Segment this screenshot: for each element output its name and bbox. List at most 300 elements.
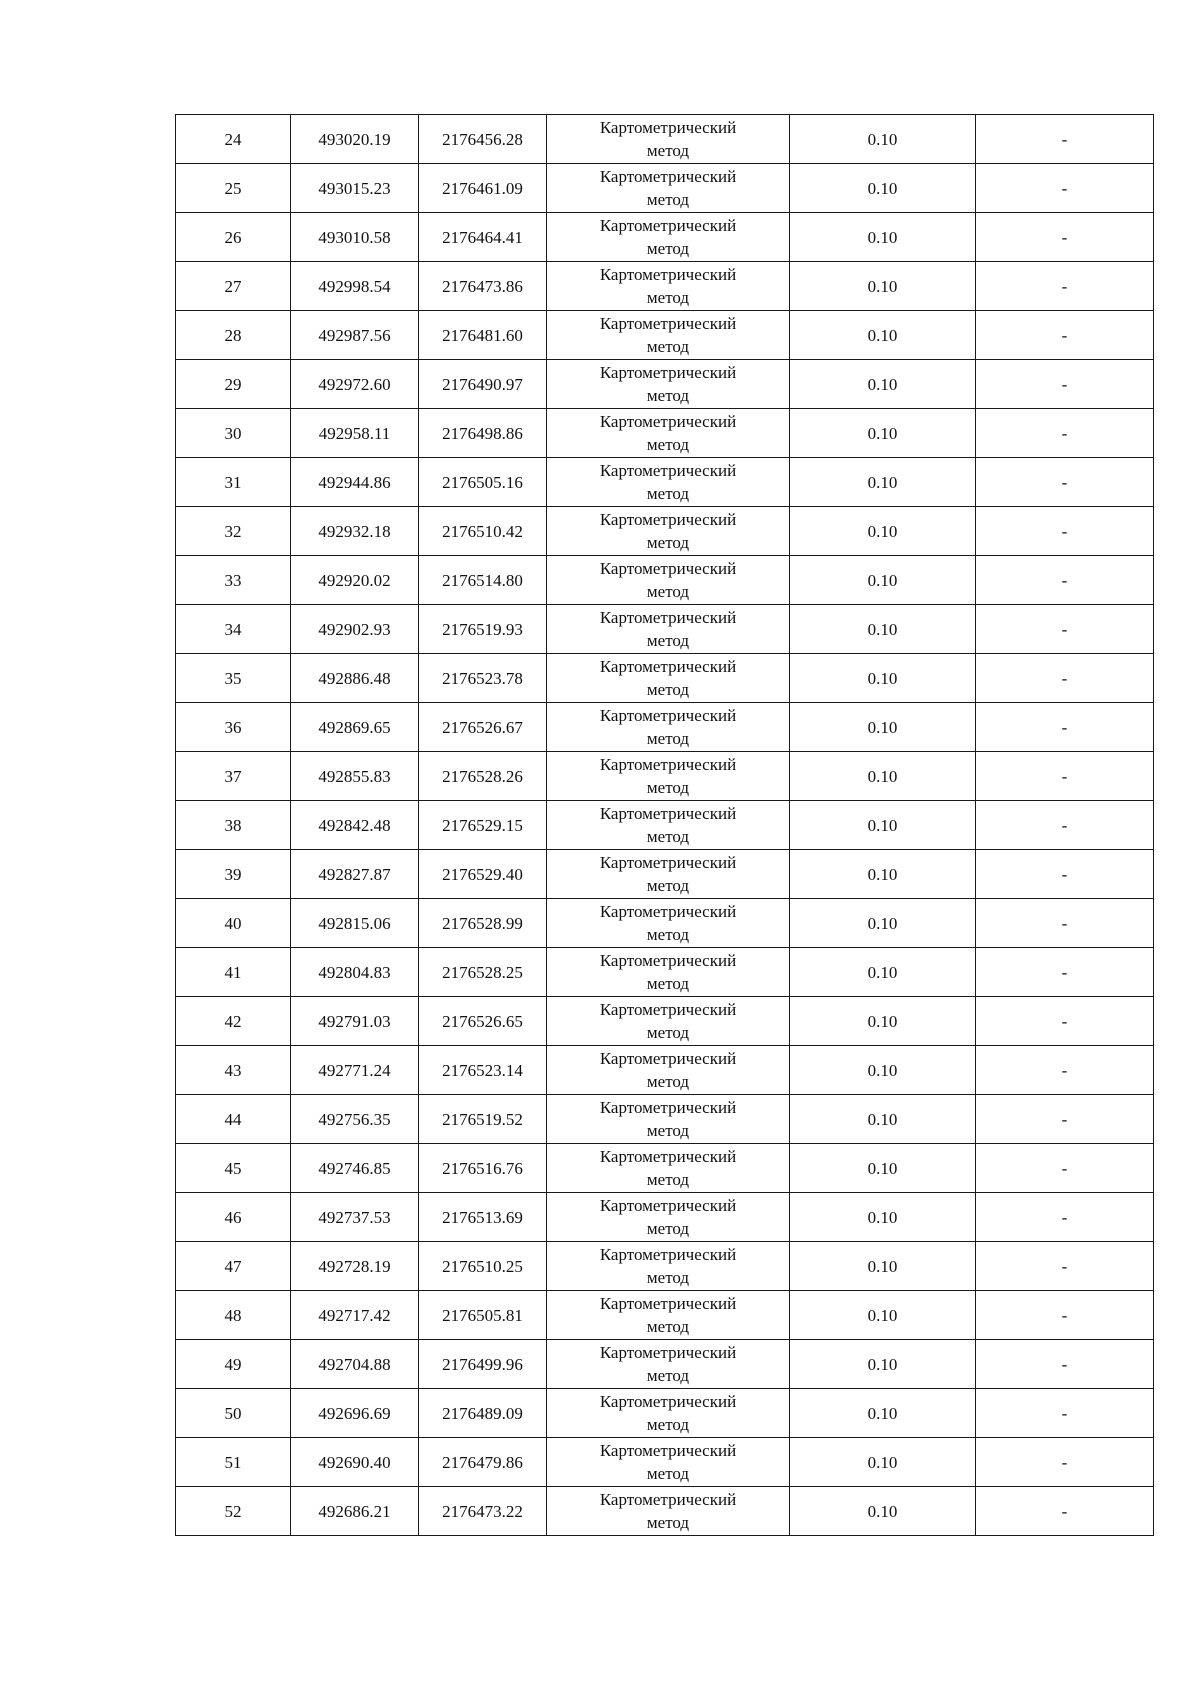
method-cell (547, 1438, 790, 1487)
method-cell (547, 164, 790, 213)
point-number-cell (176, 507, 291, 556)
method-cell (547, 899, 790, 948)
description-cell (976, 948, 1154, 997)
coordinate-x-cell (291, 556, 419, 605)
table-row (176, 703, 1154, 752)
point-number-text: 47 (224, 1256, 242, 1276)
point-number-cell (176, 703, 291, 752)
coordinate-y-cell (419, 1340, 547, 1389)
coordinates-table-body (176, 115, 1154, 1536)
point-number-text: 45 (224, 1158, 242, 1178)
description-text: - (1061, 178, 1068, 198)
description-text: - (1061, 1403, 1068, 1423)
coordinate-x-text: 492804.83 (318, 962, 391, 982)
accuracy-text: 0.10 (867, 570, 898, 590)
coordinate-y-cell (419, 1389, 547, 1438)
method-text: Картометрический метод (599, 657, 737, 699)
table-row (176, 1242, 1154, 1291)
method-text: Картометрический метод (599, 1490, 737, 1532)
point-number-text: 42 (224, 1011, 242, 1031)
method-text: Картометрический метод (599, 363, 737, 405)
method-cell (547, 115, 790, 164)
coordinate-x-cell (291, 654, 419, 703)
coordinate-x-text: 492815.06 (318, 913, 391, 933)
coordinate-y-text: 2176523.78 (442, 668, 523, 688)
method-cell (547, 1291, 790, 1340)
point-number-cell (176, 1438, 291, 1487)
coordinate-y-text: 2176529.40 (442, 864, 523, 884)
coordinate-x-cell (291, 752, 419, 801)
point-number-cell (176, 1144, 291, 1193)
coordinate-y-text: 2176526.65 (442, 1011, 523, 1031)
description-text: - (1061, 227, 1068, 247)
coordinate-y-cell (419, 850, 547, 899)
description-cell (976, 997, 1154, 1046)
table-row (176, 1291, 1154, 1340)
accuracy-text: 0.10 (867, 276, 898, 296)
method-text: Картометрический метод (599, 1098, 737, 1140)
coordinate-x-text: 493015.23 (318, 178, 391, 198)
coordinate-x-cell (291, 899, 419, 948)
coordinate-y-cell (419, 262, 547, 311)
accuracy-text: 0.10 (867, 1501, 898, 1521)
point-number-text: 24 (224, 129, 242, 149)
description-cell (976, 703, 1154, 752)
point-number-text: 29 (224, 374, 242, 394)
table-row (176, 507, 1154, 556)
description-cell (976, 360, 1154, 409)
description-cell (976, 311, 1154, 360)
coordinate-y-cell (419, 507, 547, 556)
accuracy-text: 0.10 (867, 619, 898, 639)
coordinate-y-text: 2176473.22 (442, 1501, 523, 1521)
accuracy-text: 0.10 (867, 1158, 898, 1178)
coordinate-y-cell (419, 654, 547, 703)
point-number-cell (176, 752, 291, 801)
accuracy-cell (790, 262, 976, 311)
description-text: - (1061, 423, 1068, 443)
coordinate-x-text: 492746.85 (318, 1158, 391, 1178)
accuracy-cell (790, 311, 976, 360)
coordinate-y-text: 2176505.16 (442, 472, 523, 492)
point-number-text: 27 (224, 276, 242, 296)
accuracy-cell (790, 1438, 976, 1487)
method-text: Картометрический метод (599, 559, 737, 601)
coordinate-y-text: 2176528.26 (442, 766, 523, 786)
point-number-text: 35 (224, 668, 242, 688)
accuracy-text: 0.10 (867, 1305, 898, 1325)
point-number-text: 39 (224, 864, 242, 884)
accuracy-text: 0.10 (867, 1011, 898, 1031)
coordinate-y-cell (419, 1438, 547, 1487)
description-cell (976, 213, 1154, 262)
accuracy-cell (790, 1340, 976, 1389)
accuracy-cell (790, 1193, 976, 1242)
coordinate-y-cell (419, 1242, 547, 1291)
table-row (176, 1487, 1154, 1536)
coordinate-x-cell (291, 1242, 419, 1291)
description-text: - (1061, 1011, 1068, 1031)
table-row (176, 850, 1154, 899)
method-cell (547, 948, 790, 997)
table-row (176, 213, 1154, 262)
method-cell (547, 262, 790, 311)
coordinate-y-text: 2176473.86 (442, 276, 523, 296)
table-row (176, 556, 1154, 605)
table-row (176, 262, 1154, 311)
point-number-text: 28 (224, 325, 242, 345)
description-cell (976, 262, 1154, 311)
coordinate-y-text: 2176526.67 (442, 717, 523, 737)
point-number-text: 48 (224, 1305, 242, 1325)
table-row (176, 1340, 1154, 1389)
coordinates-table (175, 114, 1154, 1536)
coordinate-x-cell (291, 213, 419, 262)
description-cell (976, 409, 1154, 458)
point-number-cell (176, 654, 291, 703)
description-text: - (1061, 1501, 1068, 1521)
method-cell (547, 556, 790, 605)
coordinate-x-text: 492932.18 (318, 521, 391, 541)
coordinate-y-text: 2176481.60 (442, 325, 523, 345)
coordinate-x-cell (291, 1095, 419, 1144)
accuracy-cell (790, 507, 976, 556)
accuracy-cell (790, 752, 976, 801)
point-number-cell (176, 262, 291, 311)
point-number-cell (176, 213, 291, 262)
accuracy-cell (790, 654, 976, 703)
coordinate-x-text: 492827.87 (318, 864, 391, 884)
table-row (176, 311, 1154, 360)
coordinate-x-text: 492944.86 (318, 472, 391, 492)
accuracy-text: 0.10 (867, 325, 898, 345)
description-text: - (1061, 1158, 1068, 1178)
table-row (176, 1193, 1154, 1242)
table-row (176, 409, 1154, 458)
description-text: - (1061, 864, 1068, 884)
point-number-cell (176, 1046, 291, 1095)
point-number-cell (176, 1291, 291, 1340)
description-text: - (1061, 325, 1068, 345)
description-cell (976, 654, 1154, 703)
coordinate-y-text: 2176498.86 (442, 423, 523, 443)
point-number-text: 41 (224, 962, 242, 982)
coordinate-y-text: 2176528.25 (442, 962, 523, 982)
method-cell (547, 1389, 790, 1438)
coordinate-y-cell (419, 801, 547, 850)
description-cell (976, 850, 1154, 899)
accuracy-text: 0.10 (867, 521, 898, 541)
coordinate-y-cell (419, 703, 547, 752)
description-cell (976, 458, 1154, 507)
coordinate-y-cell (419, 311, 547, 360)
coordinate-y-text: 2176514.80 (442, 570, 523, 590)
coordinate-y-cell (419, 948, 547, 997)
description-cell (976, 1389, 1154, 1438)
method-text: Картометрический метод (599, 314, 737, 356)
coordinate-x-text: 492869.65 (318, 717, 391, 737)
point-number-text: 26 (224, 227, 242, 247)
description-text: - (1061, 1452, 1068, 1472)
table-row (176, 1389, 1154, 1438)
coordinate-x-cell (291, 1193, 419, 1242)
coordinate-x-cell (291, 311, 419, 360)
point-number-text: 46 (224, 1207, 242, 1227)
accuracy-text: 0.10 (867, 913, 898, 933)
method-text: Картометрический метод (599, 951, 737, 993)
point-number-cell (176, 997, 291, 1046)
description-text: - (1061, 1109, 1068, 1129)
coordinate-y-text: 2176489.09 (442, 1403, 523, 1423)
description-cell (976, 1487, 1154, 1536)
coordinate-y-text: 2176461.09 (442, 178, 523, 198)
description-text: - (1061, 276, 1068, 296)
method-text: Картометрический метод (599, 461, 737, 503)
table-row (176, 1095, 1154, 1144)
point-number-cell (176, 1487, 291, 1536)
coordinate-x-text: 492972.60 (318, 374, 391, 394)
coordinate-x-text: 492704.88 (318, 1354, 391, 1374)
point-number-text: 43 (224, 1060, 242, 1080)
method-cell (547, 605, 790, 654)
method-text: Картометрический метод (599, 1343, 737, 1385)
coordinate-x-cell (291, 1389, 419, 1438)
accuracy-cell (790, 1046, 976, 1095)
coordinate-y-text: 2176519.52 (442, 1109, 523, 1129)
coordinate-y-cell (419, 556, 547, 605)
point-number-text: 37 (224, 766, 242, 786)
coordinate-x-text: 492902.93 (318, 619, 391, 639)
point-number-text: 52 (224, 1501, 242, 1521)
point-number-text: 31 (224, 472, 242, 492)
accuracy-text: 0.10 (867, 1207, 898, 1227)
coordinate-x-text: 492756.35 (318, 1109, 391, 1129)
method-text: Картометрический метод (599, 510, 737, 552)
description-cell (976, 556, 1154, 605)
point-number-cell (176, 409, 291, 458)
description-text: - (1061, 815, 1068, 835)
method-text: Картометрический метод (599, 1147, 737, 1189)
point-number-cell (176, 1242, 291, 1291)
accuracy-cell (790, 1291, 976, 1340)
coordinate-x-cell (291, 458, 419, 507)
point-number-text: 51 (224, 1452, 242, 1472)
table-row (176, 360, 1154, 409)
method-cell (547, 1046, 790, 1095)
accuracy-text: 0.10 (867, 1109, 898, 1129)
coordinate-y-text: 2176456.28 (442, 129, 523, 149)
method-cell (547, 507, 790, 556)
accuracy-text: 0.10 (867, 423, 898, 443)
coordinate-y-cell (419, 1487, 547, 1536)
accuracy-text: 0.10 (867, 766, 898, 786)
coordinate-x-cell (291, 262, 419, 311)
description-cell (976, 1291, 1154, 1340)
accuracy-cell (790, 556, 976, 605)
point-number-text: 34 (224, 619, 242, 639)
point-number-cell (176, 360, 291, 409)
table-row (176, 115, 1154, 164)
accuracy-text: 0.10 (867, 962, 898, 982)
coordinate-y-text: 2176499.96 (442, 1354, 523, 1374)
point-number-cell (176, 605, 291, 654)
point-number-cell (176, 556, 291, 605)
method-text: Картометрический метод (599, 706, 737, 748)
method-cell (547, 1242, 790, 1291)
accuracy-cell (790, 1487, 976, 1536)
description-text: - (1061, 1305, 1068, 1325)
coordinate-x-text: 492987.56 (318, 325, 391, 345)
coordinate-y-cell (419, 409, 547, 458)
coordinate-y-cell (419, 605, 547, 654)
method-text: Картометрический метод (599, 902, 737, 944)
method-cell (547, 311, 790, 360)
method-text: Картометрический метод (599, 167, 737, 209)
method-text: Картометрический метод (599, 1392, 737, 1434)
point-number-cell (176, 850, 291, 899)
method-cell (547, 752, 790, 801)
table-row (176, 1046, 1154, 1095)
accuracy-text: 0.10 (867, 472, 898, 492)
method-text: Картометрический метод (599, 1245, 737, 1287)
description-cell (976, 507, 1154, 556)
coordinate-x-cell (291, 360, 419, 409)
point-number-text: 36 (224, 717, 242, 737)
description-text: - (1061, 570, 1068, 590)
point-number-text: 40 (224, 913, 242, 933)
point-number-text: 50 (224, 1403, 242, 1423)
description-text: - (1061, 717, 1068, 737)
coordinate-x-text: 492728.19 (318, 1256, 391, 1276)
point-number-text: 38 (224, 815, 242, 835)
method-cell (547, 458, 790, 507)
point-number-text: 44 (224, 1109, 242, 1129)
coordinate-x-cell (291, 1046, 419, 1095)
method-text: Картометрический метод (599, 608, 737, 650)
description-text: - (1061, 913, 1068, 933)
description-text: - (1061, 1207, 1068, 1227)
table-row (176, 654, 1154, 703)
method-cell (547, 703, 790, 752)
description-cell (976, 899, 1154, 948)
method-text: Картометрический метод (599, 853, 737, 895)
description-text: - (1061, 1354, 1068, 1374)
table-row (176, 899, 1154, 948)
coordinate-x-cell (291, 1144, 419, 1193)
coordinate-x-text: 493020.19 (318, 129, 391, 149)
coordinate-x-text: 492920.02 (318, 570, 391, 590)
description-text: - (1061, 619, 1068, 639)
accuracy-cell (790, 1095, 976, 1144)
method-text: Картометрический метод (599, 216, 737, 258)
accuracy-text: 0.10 (867, 1403, 898, 1423)
description-text: - (1061, 766, 1068, 786)
description-cell (976, 605, 1154, 654)
coordinate-y-text: 2176464.41 (442, 227, 523, 247)
accuracy-cell (790, 213, 976, 262)
table-row (176, 801, 1154, 850)
coordinate-x-cell (291, 850, 419, 899)
accuracy-cell (790, 409, 976, 458)
coordinate-x-cell (291, 115, 419, 164)
point-number-cell (176, 1095, 291, 1144)
coordinate-y-cell (419, 1144, 547, 1193)
coordinate-x-cell (291, 1487, 419, 1536)
method-cell (547, 997, 790, 1046)
point-number-cell (176, 115, 291, 164)
method-text: Картометрический метод (599, 804, 737, 846)
coordinate-x-text: 492771.24 (318, 1060, 391, 1080)
table-row (176, 164, 1154, 213)
method-cell (547, 1340, 790, 1389)
accuracy-cell (790, 703, 976, 752)
coordinate-x-text: 492686.21 (318, 1501, 391, 1521)
description-cell (976, 1095, 1154, 1144)
description-text: - (1061, 668, 1068, 688)
description-cell (976, 115, 1154, 164)
coordinate-x-cell (291, 507, 419, 556)
coordinate-y-text: 2176519.93 (442, 619, 523, 639)
description-text: - (1061, 129, 1068, 149)
point-number-cell (176, 948, 291, 997)
accuracy-cell (790, 605, 976, 654)
point-number-text: 33 (224, 570, 242, 590)
description-cell (976, 752, 1154, 801)
coordinate-x-cell (291, 1340, 419, 1389)
coordinate-y-text: 2176516.76 (442, 1158, 523, 1178)
accuracy-cell (790, 948, 976, 997)
description-text: - (1061, 962, 1068, 982)
coordinate-y-cell (419, 899, 547, 948)
point-number-text: 30 (224, 423, 242, 443)
method-text: Картометрический метод (599, 118, 737, 160)
coordinate-x-cell (291, 948, 419, 997)
method-cell (547, 1095, 790, 1144)
coordinate-y-text: 2176490.97 (442, 374, 523, 394)
coordinate-x-text: 492690.40 (318, 1452, 391, 1472)
coordinate-y-cell (419, 1095, 547, 1144)
accuracy-cell (790, 1389, 976, 1438)
accuracy-text: 0.10 (867, 1452, 898, 1472)
accuracy-text: 0.10 (867, 178, 898, 198)
method-cell (547, 1144, 790, 1193)
method-text: Картометрический метод (599, 1294, 737, 1336)
accuracy-cell (790, 164, 976, 213)
accuracy-cell (790, 850, 976, 899)
coordinate-y-cell (419, 997, 547, 1046)
table-row (176, 1144, 1154, 1193)
method-text: Картометрический метод (599, 265, 737, 307)
method-cell (547, 1487, 790, 1536)
coordinate-y-cell (419, 1193, 547, 1242)
accuracy-text: 0.10 (867, 815, 898, 835)
accuracy-text: 0.10 (867, 668, 898, 688)
description-cell (976, 1242, 1154, 1291)
table-row (176, 948, 1154, 997)
accuracy-text: 0.10 (867, 717, 898, 737)
method-cell (547, 801, 790, 850)
description-cell (976, 1438, 1154, 1487)
coordinate-y-text: 2176505.81 (442, 1305, 523, 1325)
coordinate-x-text: 492958.11 (318, 423, 391, 443)
coordinate-y-text: 2176479.86 (442, 1452, 523, 1472)
coordinate-y-cell (419, 1291, 547, 1340)
coordinate-x-cell (291, 164, 419, 213)
coordinate-x-text: 493010.58 (318, 227, 391, 247)
coordinate-y-cell (419, 164, 547, 213)
coordinate-y-cell (419, 458, 547, 507)
description-cell (976, 1144, 1154, 1193)
